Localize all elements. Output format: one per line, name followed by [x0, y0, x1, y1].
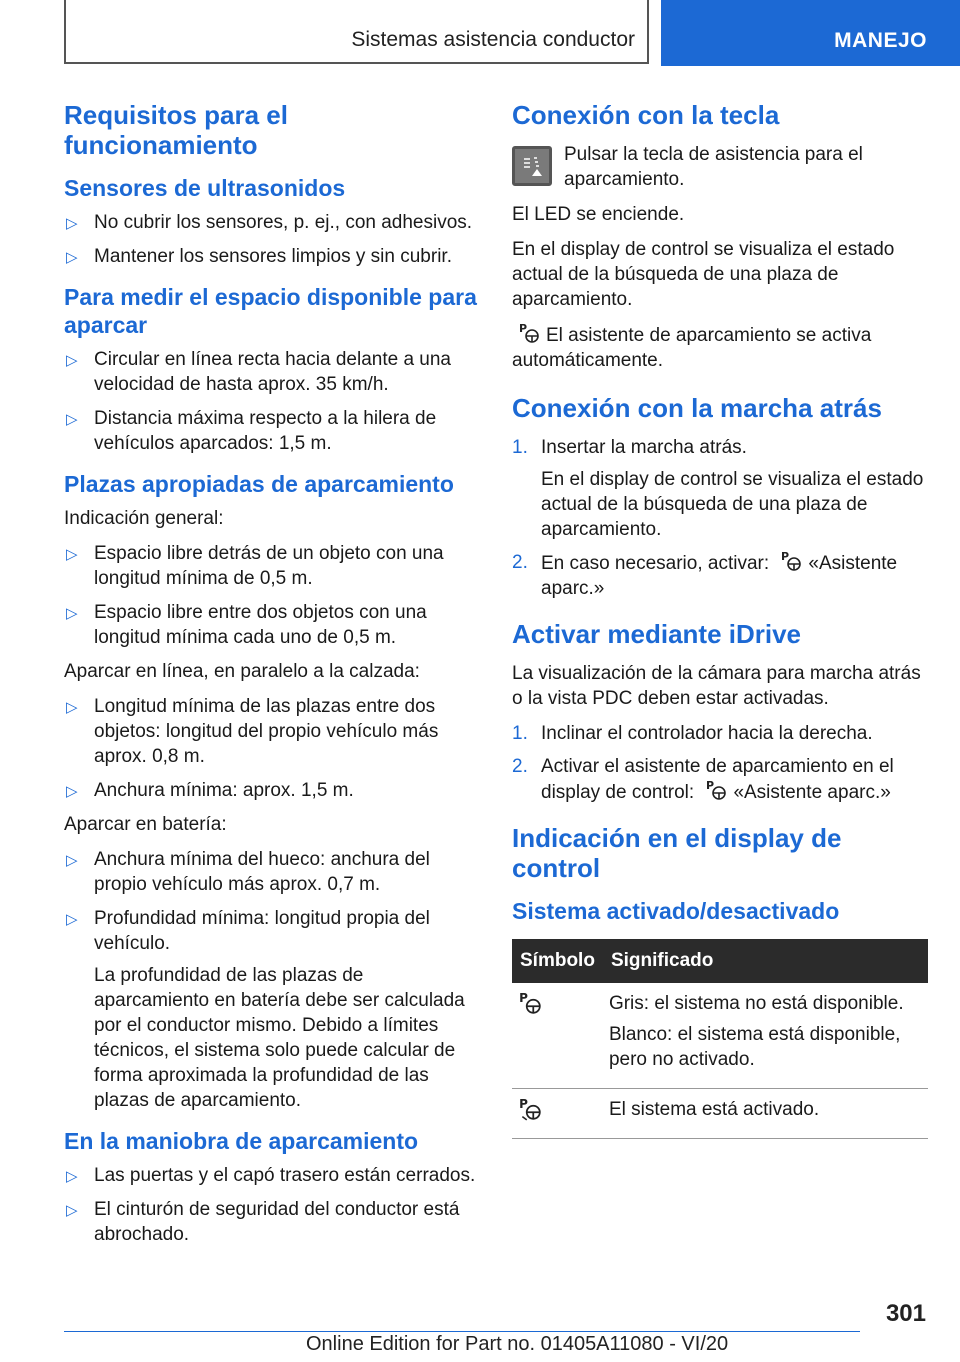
table-header-meaning: Significado [603, 939, 928, 983]
display-status-text: En el display de control se visualiza el estado actual de la búsqueda de una plaza de aparcamiento. [512, 239, 895, 310]
section-title: Sistemas asistencia conductor [351, 28, 635, 51]
led-text: El LED se enciende. [512, 204, 685, 225]
sensor-list [64, 210, 478, 269]
page-header [0, 0, 960, 66]
triangle-bullet-icon: ▷ [66, 911, 78, 928]
triangle-bullet-icon: ▷ [66, 249, 78, 266]
table-cell-symbol [512, 1089, 603, 1139]
table-row [512, 1089, 928, 1139]
heading-control-display: Indicación en el display de control [512, 823, 842, 883]
right-column [512, 100, 928, 1139]
svg-text:P: P [781, 550, 790, 563]
triangle-bullet-icon: ▷ [66, 411, 78, 428]
idrive-steps [512, 721, 928, 805]
heading-idrive-activation: Activar mediante iDrive [512, 619, 802, 649]
list-item: ▷ Mantener los sensores limpios y sin cubrir. [64, 244, 478, 269]
heading-system-status: Sistema activado/desactivado [512, 898, 840, 924]
battery-depth-note: La profundidad de las plazas de aparcamiento en batería debe ser calculada por el conductor mismo. Debido a límites técnicos, el sistema solo puede calcular de forma aproximada la profundidad de las plazas de aparcamiento. [94, 965, 465, 1111]
chapter-tab [661, 0, 960, 66]
list-item: ▷ Espacio libre entre dos objetos con una longitud mínima cada uno de 0,5 m. [66, 602, 427, 648]
list-item: ▷ Longitud mínima de las plazas entre dos objetos: longitud del propio vehículo más aprox. 0,8 m. [66, 696, 439, 767]
heading-key-activation: Conexión con la tecla [512, 100, 780, 130]
parking-steering-icon [518, 991, 542, 1015]
table-cell-meaning: Gris: el sistema no está disponible. Blanco: el sistema está disponible, pero no activado. [603, 983, 928, 1089]
edition-text: Online Edition for Part no. 01405A11080 - VI/20 [306, 1333, 729, 1355]
table-cell-symbol [512, 983, 603, 1089]
list-item: ▷ Profundidad mínima: longitud propia del vehículo. La profundidad de las plazas de aparcamiento en batería debe ser calculada por el conductor mismo. Debido a límites técnicos, el sistema solo puede calcular de forma aproximada la profundidad de las plazas de aparcamiento. [64, 906, 478, 1113]
svg-text:P: P [519, 991, 528, 1005]
line-parking-list [64, 694, 478, 803]
footer-divider [64, 1331, 860, 1332]
page-number: 301 [885, 1300, 926, 1327]
battery-parking-intro: Aparcar en batería: [64, 814, 227, 835]
triangle-bullet-icon: ▷ [66, 699, 78, 716]
parking-steering-icon [705, 779, 727, 801]
svg-text:P: P [519, 1097, 528, 1111]
heading-suitable-spaces: Plazas apropiadas de aparcamiento [64, 471, 454, 497]
heading-parking-maneuver: En la maniobra de aparcamiento [64, 1128, 419, 1154]
section-title-box [64, 0, 649, 64]
key-instruction [512, 142, 928, 192]
list-item: ▷ Distancia máxima respecto a la hilera de vehículos aparcados: 1,5 m. [66, 408, 437, 454]
svg-text:P: P [519, 322, 528, 335]
list-item: 1. Insertar la marcha atrás. En el display de control se visualiza el estado actual de la búsqueda de una plaza de aparcamiento. [512, 435, 928, 542]
parking-steering-active-icon [518, 1097, 542, 1121]
list-item: ▷ Circular en línea recta hacia delante a una velocidad de hasta aprox. 35 km/h. [66, 349, 452, 395]
list-item: ▷ Anchura mínima: aprox. 1,5 m. [64, 778, 478, 803]
maneuver-list [64, 1163, 478, 1247]
heading-reverse-activation: Conexión con la marcha atrás [512, 393, 882, 423]
list-item: ▷ El cinturón de seguridad del conductor está abrochado. [66, 1199, 460, 1245]
page-footer [0, 1290, 960, 1362]
reverse-step-note: En el display de control se visualiza el estado actual de la búsqueda de una plaza de aparcamiento. [541, 469, 924, 540]
chapter-tab-label: MANEJO [834, 29, 927, 52]
heading-requirements: Requisitos para el funcionamiento [64, 100, 288, 160]
table-row [512, 983, 928, 1089]
parking-steering-icon [518, 322, 540, 344]
list-item: ▷ Anchura mínima del hueco: anchura del propio vehículo más aprox. 0,7 m. [66, 849, 430, 895]
list-item: ▷ No cubrir los sensores, p. ej., con adhesivos. [64, 210, 478, 235]
list-item: ▷ Espacio libre detrás de un objeto con una longitud mínima de 0,5 m. [66, 543, 444, 589]
table-header-row [512, 939, 928, 983]
list-item: 2. En caso necesario, activar: P «Asistente aparc.» [512, 550, 898, 599]
list-item: 1. Inclinar el controlador hacia la derecha. [512, 723, 873, 744]
reverse-steps [512, 435, 928, 601]
svg-text:P: P [706, 779, 715, 792]
general-intro: Indicación general: [64, 508, 224, 529]
heading-ultrasonic-sensors: Sensores de ultrasonidos [64, 175, 346, 201]
symbol-table [512, 939, 928, 1139]
heading-measure-space: Para medir el espacio disponible para aparcar [64, 284, 477, 338]
triangle-bullet-icon: ▷ [66, 1202, 78, 1219]
idrive-intro: La visualización de la cámara para marcha atrás o la vista PDC deben estar activadas. [512, 663, 921, 709]
auto-activation-text: P El asistente de aparcamiento se activa automáticamente. [512, 322, 872, 371]
list-item: ▷ Las puertas y el capó trasero están cerrados. [64, 1163, 478, 1188]
list-item: 2. Activar el asistente de aparcamiento en el display de control: P «Asistente aparc.» [512, 756, 894, 803]
battery-parking-list [64, 847, 478, 1113]
measure-list [64, 347, 478, 456]
table-header-symbol: Símbolo [512, 939, 603, 983]
triangle-bullet-icon: ▷ [66, 352, 78, 369]
key-text: Pulsar la tecla de asistencia para el aparcamiento. [564, 144, 863, 190]
general-list [64, 541, 478, 650]
triangle-bullet-icon: ▷ [66, 215, 78, 232]
park-assist-button-icon [512, 146, 552, 186]
triangle-bullet-icon: ▷ [66, 546, 78, 563]
table-cell-meaning: El sistema está activado. [603, 1089, 928, 1139]
parking-steering-icon [780, 550, 802, 572]
line-parking-intro: Aparcar en línea, en paralelo a la calzada: [64, 661, 420, 682]
triangle-bullet-icon: ▷ [66, 605, 78, 622]
left-column [64, 100, 478, 1256]
triangle-bullet-icon: ▷ [66, 852, 78, 869]
triangle-bullet-icon: ▷ [66, 783, 78, 800]
triangle-bullet-icon: ▷ [66, 1168, 78, 1185]
